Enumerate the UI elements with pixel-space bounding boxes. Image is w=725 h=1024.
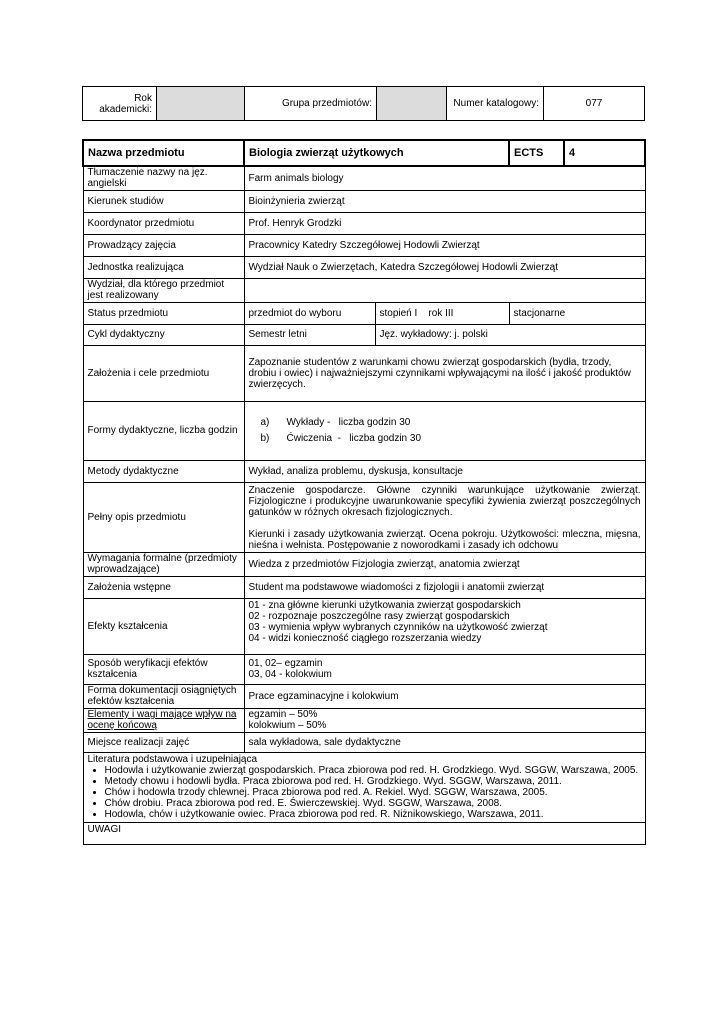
- ects-label: ECTS: [509, 140, 564, 166]
- list-item: [261, 433, 641, 444]
- jednostka-value: Wydział Nauk o Zwierzętach, Katedra Szczegółowej Hodowli Zwierząt: [244, 256, 645, 278]
- opis-value: [244, 482, 645, 552]
- wydzial-value: [244, 278, 645, 302]
- table-row: [83, 598, 645, 654]
- tlumaczenie-value: Farm animals biology: [244, 166, 645, 190]
- wymagania-value: Wiedza z przedmiotów Fizjologia zwierząt, anatomia zwierząt: [244, 552, 645, 576]
- list-item: 01 - zna główne kierunki użytkowania zwierząt gospodarskich: [248, 599, 521, 611]
- zalozenia-wstepne-value: Student ma podstawowe wiadomości z fizjologii i anatomii zwierząt: [244, 576, 645, 598]
- metody-label: Metody dydaktyczne: [83, 460, 244, 482]
- prowadzacy-label: Prowadzący zajęcia: [83, 234, 244, 256]
- efekty-label: Efekty kształcenia: [83, 598, 244, 654]
- metody-value: Wykład, analiza problemu, dyskusja, konsultacje: [244, 460, 645, 482]
- list-item: 01, 02– egzamin: [248, 658, 323, 669]
- zalozenia-wstepne-label: Założenia wstępne: [83, 576, 244, 598]
- table-row: [83, 732, 645, 752]
- table-row: [83, 654, 645, 684]
- ects-value: 4: [564, 140, 645, 166]
- literatura-cell: [83, 752, 645, 822]
- table-row: [83, 324, 645, 345]
- wymagania-label: Wymagania formalne (przedmioty wprowadzające): [83, 552, 244, 576]
- zalozenia-cele-label: Założenia i cele przedmiotu: [83, 345, 244, 401]
- kierunek-value: Bioinżynieria zwierząt: [244, 190, 645, 212]
- status-label: Status przedmiotu: [83, 302, 244, 324]
- course-table: [82, 139, 646, 845]
- elementy-label: [83, 708, 244, 732]
- rok-akademicki-label: Rok akademicki:: [83, 87, 157, 121]
- zalozenia-cele-value: Zapoznanie studentów z warunkami chowu zwierząt gospodarskich (bydła, trzody, drobiu i owiec) i najważniejszymi czynnikami wpływającymi na ilość i jakość produktów zwierzęcych.: [244, 345, 645, 401]
- table-row: [83, 166, 645, 190]
- miejsce-label: Miejsce realizacji zajęć: [83, 732, 244, 752]
- table-row: [83, 460, 645, 482]
- list-item: • Metody chowu i hodowli bydła. Praca zbiorowa pod red. H. Grodzkiego. Wyd. SGGW, Warszawa, 2011.: [105, 776, 641, 787]
- grupa-przedmiotow-label: Grupa przedmiotów:: [245, 87, 377, 121]
- efekty-value: [244, 598, 645, 654]
- table-row: [83, 576, 645, 598]
- list-item: 03, 04 - kolokwium: [248, 669, 332, 680]
- list-item: 02 - rozpoznaje poszczególne rasy zwierząt gospodarskich: [248, 610, 510, 622]
- table-row: [83, 822, 645, 844]
- table-row: [83, 752, 645, 822]
- list-marker: b): [260, 432, 270, 444]
- tryb-value: stacjonarne: [509, 302, 645, 324]
- cykl-label: Cykl dydaktyczny: [83, 324, 244, 345]
- miejsce-value: sala wykładowa, sale dydaktyczne: [244, 732, 645, 752]
- forma-value: Prace egzaminacyjne i kolokwium: [244, 684, 645, 708]
- literatura-list: [88, 765, 641, 820]
- jezyk-value: Jęz. wykładowy: j. polski: [375, 324, 645, 345]
- stopien-value: stopień I rok III: [375, 302, 509, 324]
- list-item: • Hodowla, chów i użytkowanie owiec. Praca zbiorowa pod red. R. Niżnikowskiego, Warszawa, 2011.: [105, 809, 641, 820]
- table-row: [83, 302, 645, 324]
- list-item: • Chów i hodowla trzody chlewnej. Praca zbiorowa pod red. A. Rekiel. Wyd. SGGW, Warszawa, 2005.: [105, 787, 641, 798]
- table-row: [83, 482, 645, 552]
- list-text: Wykłady - liczba godzin 30: [286, 416, 411, 428]
- list-item: • Chów drobiu. Praca zbiorowa pod red. E. Świerczewskiej. Wyd. SGGW, Warszawa, 2008.: [105, 798, 641, 809]
- table-row: [83, 278, 645, 302]
- nazwa-przedmiotu-label: Nazwa przedmiotu: [83, 140, 244, 166]
- header-table: [82, 86, 645, 121]
- table-row: [83, 212, 645, 234]
- table-row: [83, 345, 645, 401]
- prowadzacy-value: Pracownicy Katedry Szczegółowej Hodowli Zwierząt: [244, 234, 645, 256]
- koordynator-label: Koordynator przedmiotu: [83, 212, 244, 234]
- nazwa-przedmiotu-value: Biologia zwierząt użytkowych: [244, 140, 509, 166]
- list-marker: a): [260, 416, 270, 428]
- title-row: [83, 140, 645, 166]
- table-row: [83, 190, 645, 212]
- opis-paragraph-1: Znaczenie gospodarcze. Główne czynniki warunkujące użytkowanie zwierząt. Fizjologiczne i produkcyjne uwarunkowanie specyfiki żywienia zwierząt poszczególnych gatunków w różnych okresach fizjologicznych.: [248, 484, 641, 518]
- elementy-label-text: Elementy i wagi mające wpływ na ocenę końcową: [87, 709, 237, 731]
- formy-list: [249, 417, 641, 444]
- sposob-label: Sposób weryfikacji efektów kształcenia: [83, 654, 244, 684]
- forma-label: Forma dokumentacji osiągniętych efektów kształcenia: [83, 684, 244, 708]
- list-item: 04 - widzi konieczność ciągłego rozszerzania wiedzy: [248, 632, 482, 644]
- list-item: egzamin – 50%: [248, 709, 318, 720]
- uwagi-cell: [83, 822, 645, 844]
- table-row: [83, 256, 645, 278]
- uwagi-label: UWAGI: [87, 823, 122, 835]
- numer-katalogowy-value: 077: [544, 87, 645, 121]
- elementy-value: [244, 708, 645, 732]
- table-row: [83, 684, 645, 708]
- literatura-label: Literatura podstawowa i uzupełniająca: [87, 753, 258, 765]
- list-item: [261, 417, 641, 428]
- list-item: kolokwium – 50%: [248, 720, 327, 731]
- list-text: Ćwiczenia - liczba godzin 30: [286, 432, 422, 444]
- table-row: [83, 234, 645, 256]
- opis-label: Pełny opis przedmiotu: [83, 482, 244, 552]
- kierunek-label: Kierunek studiów: [83, 190, 244, 212]
- table-row: [83, 552, 645, 576]
- status-value: przedmiot do wyboru: [244, 302, 375, 324]
- table-row: [83, 708, 645, 732]
- grupa-przedmiotow-value: [377, 87, 447, 121]
- list-item: 03 - wymienia wpływ wybranych czynników na użytkowość zwierząt: [248, 621, 548, 633]
- opis-paragraph-2: Kierunki i zasady użytkowania zwierząt. Ocena pokroju. Użytkowości: mleczna, mięsna, nieśna i wełnista. Postępowanie z noworodkami i zasady ich odchowu: [248, 528, 641, 551]
- table-row: [83, 401, 645, 460]
- numer-katalogowy-label: Numer katalogowy:: [447, 87, 544, 121]
- jednostka-label: Jednostka realizująca: [83, 256, 244, 278]
- formy-label: Formy dydaktyczne, liczba godzin: [83, 401, 244, 460]
- wydzial-label: Wydział, dla którego przedmiot jest realizowany: [83, 278, 244, 302]
- cykl-value: Semestr letni: [244, 324, 375, 345]
- rok-akademicki-value: [157, 87, 245, 121]
- list-item: • Hodowla i użytkowanie zwierząt gospodarskich. Praca zbiorowa pod red. H. Grodzkiego. Wyd. SGGW, Warszawa, 2005.: [105, 765, 641, 776]
- koordynator-value: Prof. Henryk Grodzki: [244, 212, 645, 234]
- formy-value: [244, 401, 645, 460]
- sposob-value: [244, 654, 645, 684]
- tlumaczenie-label: Tłumaczenie nazwy na jęz. angielski: [83, 166, 244, 190]
